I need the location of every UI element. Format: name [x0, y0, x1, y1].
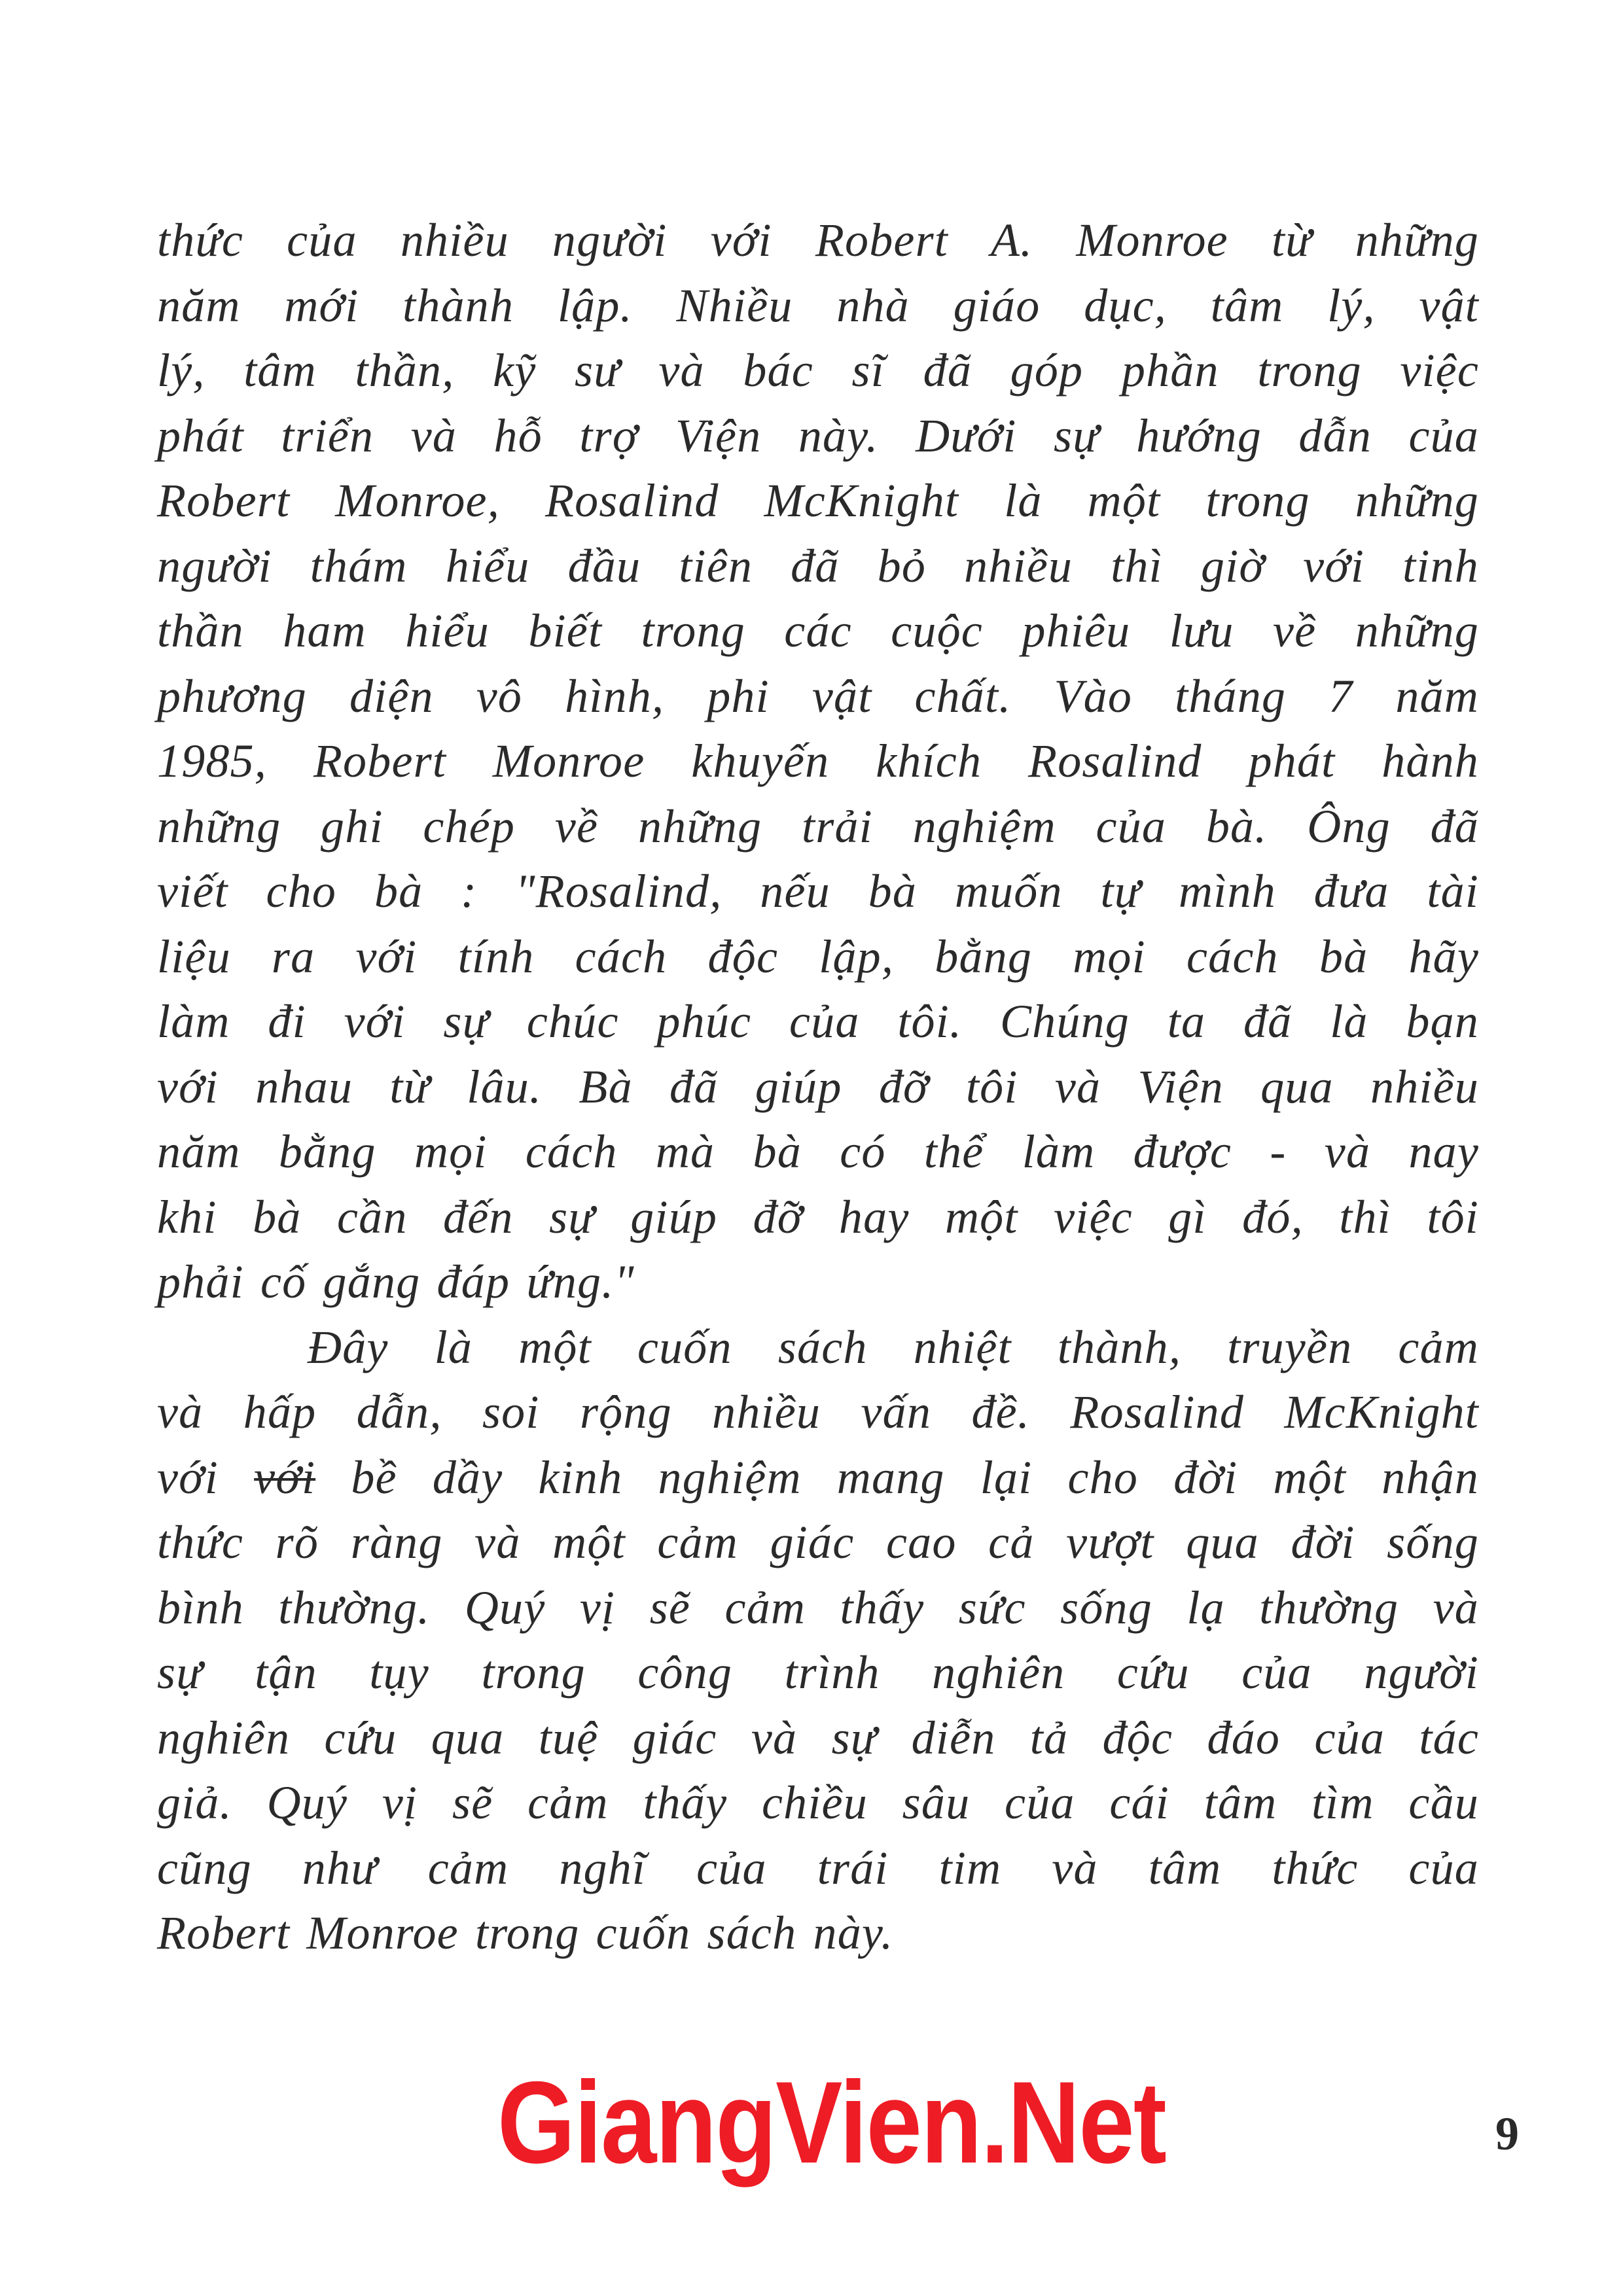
paragraph-first-line: Đây là một cuốn sách nhiệt thành, truyền cảm: [308, 1320, 1479, 1373]
text-line: phát triển và hỗ trợ Viện này. Dưới sự hướng dẫn của: [157, 409, 1479, 462]
text-line: bình thường. Quý vị sẽ cảm thấy sức sống lạ thường và: [157, 1581, 1479, 1634]
text-line: với nhau từ lâu. Bà đã giúp đỡ tôi và Viện qua nhiều: [157, 1060, 1479, 1113]
text-line-with-strikeout: [157, 1445, 1479, 1511]
text-line: phương diện vô hình, phi vật chất. Vào tháng 7 năm: [157, 669, 1479, 722]
text-segment: bề dầy kinh nghiệm mang lại cho đời một nhận: [315, 1451, 1479, 1504]
text-line: thức của nhiều người với Robert A. Monroe từ những: [157, 214, 1479, 266]
page-number: 9: [1495, 2108, 1519, 2160]
text-line: làm đi với sự chúc phúc của tôi. Chúng ta đã là bạn: [157, 995, 1479, 1048]
text-line: năm mới thành lập. Nhiều nhà giáo dục, tâm lý, vật: [157, 279, 1479, 332]
text-line: và hấp dẫn, soi rộng nhiều vấn đề. Rosalind McKnight: [157, 1386, 1479, 1438]
text-line: thần ham hiểu biết trong các cuộc phiêu lưu về những: [157, 605, 1479, 657]
text-line: thức rõ ràng và một cảm giác cao cả vượt qua đời sống: [157, 1516, 1479, 1568]
body-text: [157, 208, 1479, 1966]
watermark-logo: GiangVien.Net: [497, 2057, 1166, 2187]
struck-word: với: [254, 1451, 316, 1504]
text-line: 1985, Robert Monroe khuyến khích Rosalind phát hành: [157, 735, 1479, 787]
text-line: Robert Monroe trong cuốn sách này.: [157, 1907, 894, 1959]
text-segment: với: [157, 1451, 255, 1504]
text-line: nghiên cứu qua tuệ giác và sự diễn tả độc đáo của tác: [157, 1711, 1479, 1764]
text-line: Robert Monroe, Rosalind McKnight là một trong những: [157, 474, 1479, 527]
text-line: viết cho bà : "Rosalind, nếu bà muốn tự mình đưa tài: [157, 865, 1479, 917]
text-line: giả. Quý vị sẽ cảm thấy chiều sâu của cái tâm tìm cầu: [157, 1776, 1479, 1829]
text-line: khi bà cần đến sự giúp đỡ hay một việc gì đó, thì tôi: [157, 1190, 1479, 1243]
text-line: phải cố gắng đáp ứng.": [157, 1256, 635, 1308]
text-line: lý, tâm thần, kỹ sư và bác sĩ đã góp phần trong việc: [157, 344, 1479, 397]
text-line: những ghi chép về những trải nghiệm của bà. Ông đã: [157, 800, 1479, 853]
text-line: năm bằng mọi cách mà bà có thể làm được - và nay: [157, 1125, 1479, 1178]
text-line: sự tận tụy trong công trình nghiên cứu của người: [157, 1646, 1479, 1699]
text-line: cũng như cảm nghĩ của trái tim và tâm thức của: [157, 1841, 1479, 1894]
text-line: liệu ra với tính cách độc lập, bằng mọi cách bà hãy: [157, 930, 1479, 983]
text-line: người thám hiểu đầu tiên đã bỏ nhiều thì giờ với tinh: [157, 539, 1479, 592]
